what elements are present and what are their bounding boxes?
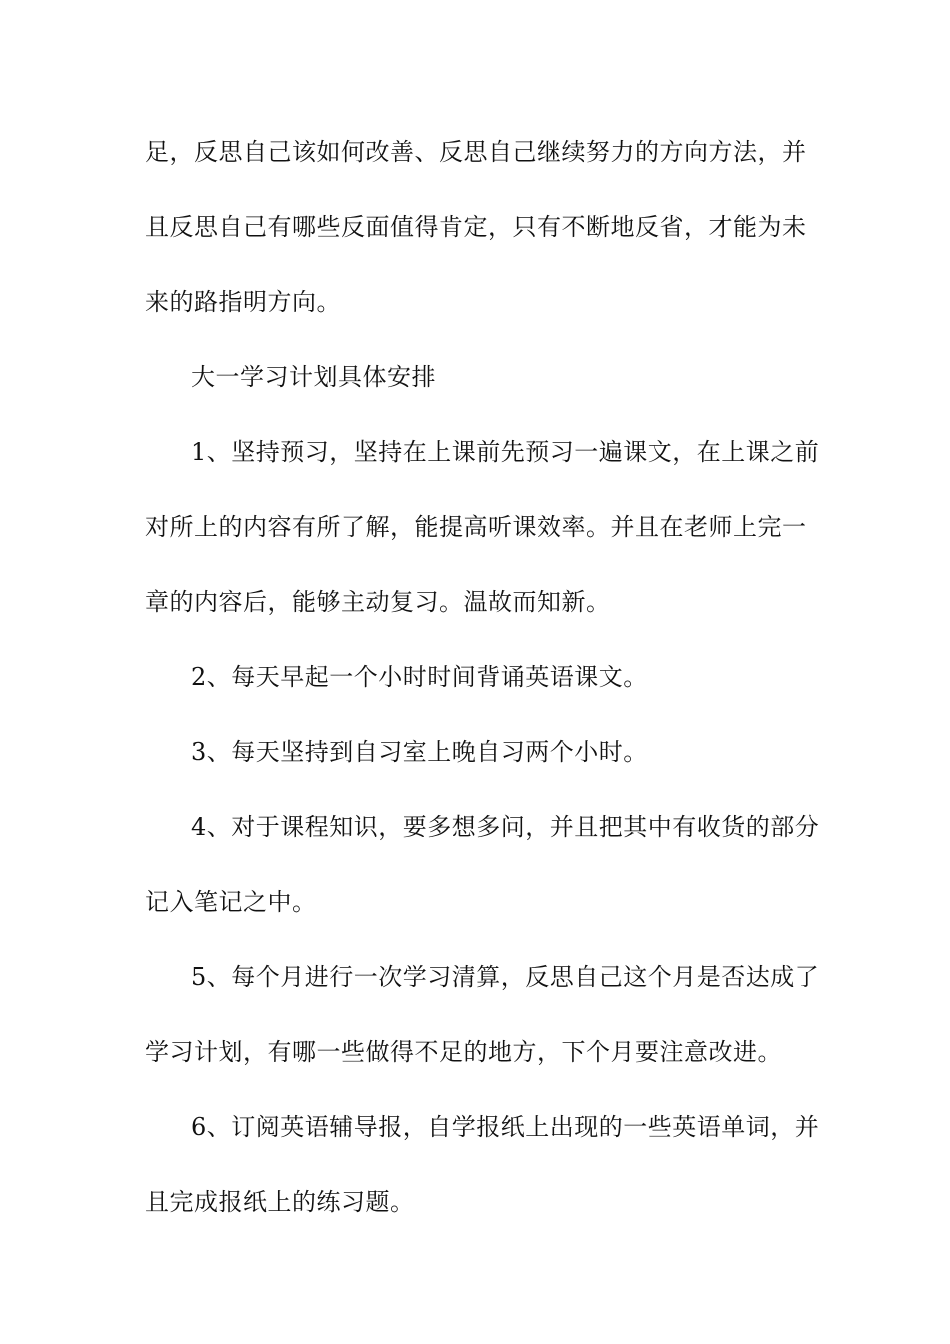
text-line: 来的路指明方向。 (145, 288, 341, 316)
text-line: 足，反思自己该如何改善、反思自己继续努力的方向方法，并 (145, 138, 807, 166)
text-line: 6、订阅英语辅导报，自学报纸上出现的一些英语单词，并 (191, 1113, 820, 1141)
text-line: 5、每个月进行一次学习清算，反思自己这个月是否达成了 (191, 963, 820, 991)
text-line: 1、坚持预习，坚持在上课前先预习一遍课文，在上课之前 (191, 438, 820, 466)
section-heading: 大一学习计划具体安排 (191, 363, 436, 391)
text-line: 4、对于课程知识，要多想多问，并且把其中有收货的部分 (191, 813, 820, 841)
text-line: 章的内容后，能够主动复习。温故而知新。 (145, 588, 611, 616)
text-line: 且反思自己有哪些反面值得肯定，只有不断地反省，才能为未 (145, 213, 807, 241)
text-line: 且完成报纸上的练习题。 (145, 1188, 415, 1216)
text-line: 对所上的内容有所了解，能提高听课效率。并且在老师上完一 (145, 513, 807, 541)
text-line: 3、每天坚持到自习室上晚自习两个小时。 (191, 738, 648, 766)
text-line: 2、每天早起一个小时时间背诵英语课文。 (191, 663, 648, 691)
text-line: 记入笔记之中。 (145, 888, 317, 916)
text-line: 学习计划，有哪一些做得不足的地方，下个月要注意改进。 (145, 1038, 782, 1066)
